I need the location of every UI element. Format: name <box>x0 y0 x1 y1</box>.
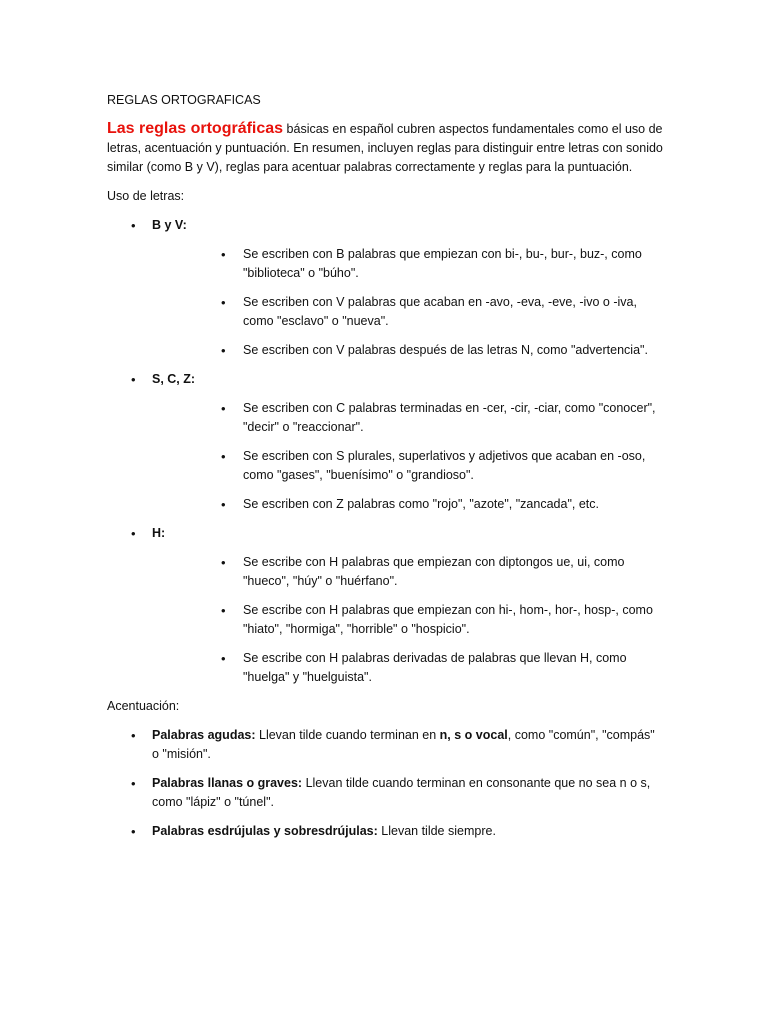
list-item <box>152 601 668 639</box>
sub-list <box>152 245 668 360</box>
bullet: • <box>221 401 226 416</box>
list-item <box>152 341 668 360</box>
bullet: • <box>221 651 226 666</box>
item-text: Se escribe con H palabras que empiezan con diptongos ue, ui, como "hueco", "húy" o "huérfano". <box>243 555 625 588</box>
bullet: • <box>131 824 136 839</box>
bullet: • <box>131 526 136 541</box>
group-label: S, C, Z: <box>152 372 196 386</box>
intro-paragraph <box>107 119 668 177</box>
bullet: • <box>131 776 136 791</box>
rule-text-end: , como "común", "compás" o "misión". <box>152 728 655 761</box>
list-item <box>152 649 668 687</box>
bullet: • <box>131 728 136 743</box>
rule-term: Palabras esdrújulas y sobresdrújulas: <box>152 824 378 838</box>
sub-list <box>152 399 668 514</box>
bullet: • <box>221 449 226 464</box>
rule-text: Llevan tilde cuando terminan en <box>255 728 440 742</box>
list-item-s-c-z <box>107 370 668 514</box>
group-label: B y V: <box>152 218 187 232</box>
item-text: Se escriben con V palabras después de las letras N, como "advertencia". <box>243 343 648 357</box>
bullet: • <box>221 247 226 262</box>
item-text: Se escriben con C palabras terminadas en -cer, -cir, -ciar, como "conocer", "decir" o "reaccionar". <box>243 401 656 434</box>
rule-text: Llevan tilde cuando terminan en consonante que no sea n o s, como "lápiz" o "túnel". <box>152 776 651 809</box>
list-item <box>107 726 668 764</box>
accent-heading: Acentuación: <box>107 699 180 713</box>
bullet: • <box>221 555 226 570</box>
bullet: • <box>131 218 136 233</box>
group-label: H: <box>152 526 166 540</box>
list-item <box>107 774 668 812</box>
list-item <box>107 822 668 841</box>
bullet: • <box>221 295 226 310</box>
accent-list <box>107 726 668 841</box>
item-text: Se escribe con H palabras que empiezan con hi-, hom-, hor-, hosp-, como "hiato", "hormiga", "horrible" o "hospicio". <box>243 603 653 636</box>
bullet: • <box>221 343 226 358</box>
bullet: • <box>221 497 226 512</box>
list-item <box>152 245 668 283</box>
list-item-h <box>107 524 668 687</box>
item-text: Se escribe con H palabras derivadas de palabras que llevan H, como "huelga" y "huelguista". <box>243 651 627 684</box>
letters-heading: Uso de letras: <box>107 189 185 203</box>
item-text: Se escriben con S plurales, superlativos y adjetivos que acaban en -oso, como "gases", "buenísimo" o "grandioso". <box>243 449 646 482</box>
rule-text: Llevan tilde siempre. <box>377 824 496 838</box>
item-text: Se escriben con V palabras que acaban en -avo, -eva, -eve, -ivo o -iva, como "esclavo" o "nueva". <box>243 295 637 328</box>
item-text: Se escriben con Z palabras como "rojo", "azote", "zancada", etc. <box>243 497 599 511</box>
list-item <box>152 447 668 485</box>
intro-highlight: Las reglas ortográficas <box>107 120 284 137</box>
letters-list <box>107 216 668 687</box>
list-item <box>152 293 668 331</box>
list-item <box>152 495 668 514</box>
bullet: • <box>221 603 226 618</box>
item-text: Se escriben con B palabras que empiezan con bi-, bu-, bur-, buz-, como "biblioteca" o "búho". <box>243 247 642 280</box>
intro-text: básicas en español cubren aspectos fundamentales como el uso de letras, acentuación y puntuación. En resumen, incluyen reglas para distinguir entre letras con sonido similar (como B y V), reglas para acentuar palabras correctamente y reglas para la puntuación. <box>107 122 663 174</box>
rule-term: Palabras llanas o graves: <box>152 776 303 790</box>
rule-emphasis: n, s o vocal <box>439 728 508 742</box>
sub-list <box>152 553 668 687</box>
document-title: REGLAS ORTOGRAFICAS <box>107 93 261 107</box>
list-item-b-v <box>107 216 668 360</box>
list-item <box>152 399 668 437</box>
list-item <box>152 553 668 591</box>
rule-term: Palabras agudas: <box>152 728 256 742</box>
bullet: • <box>131 372 136 387</box>
